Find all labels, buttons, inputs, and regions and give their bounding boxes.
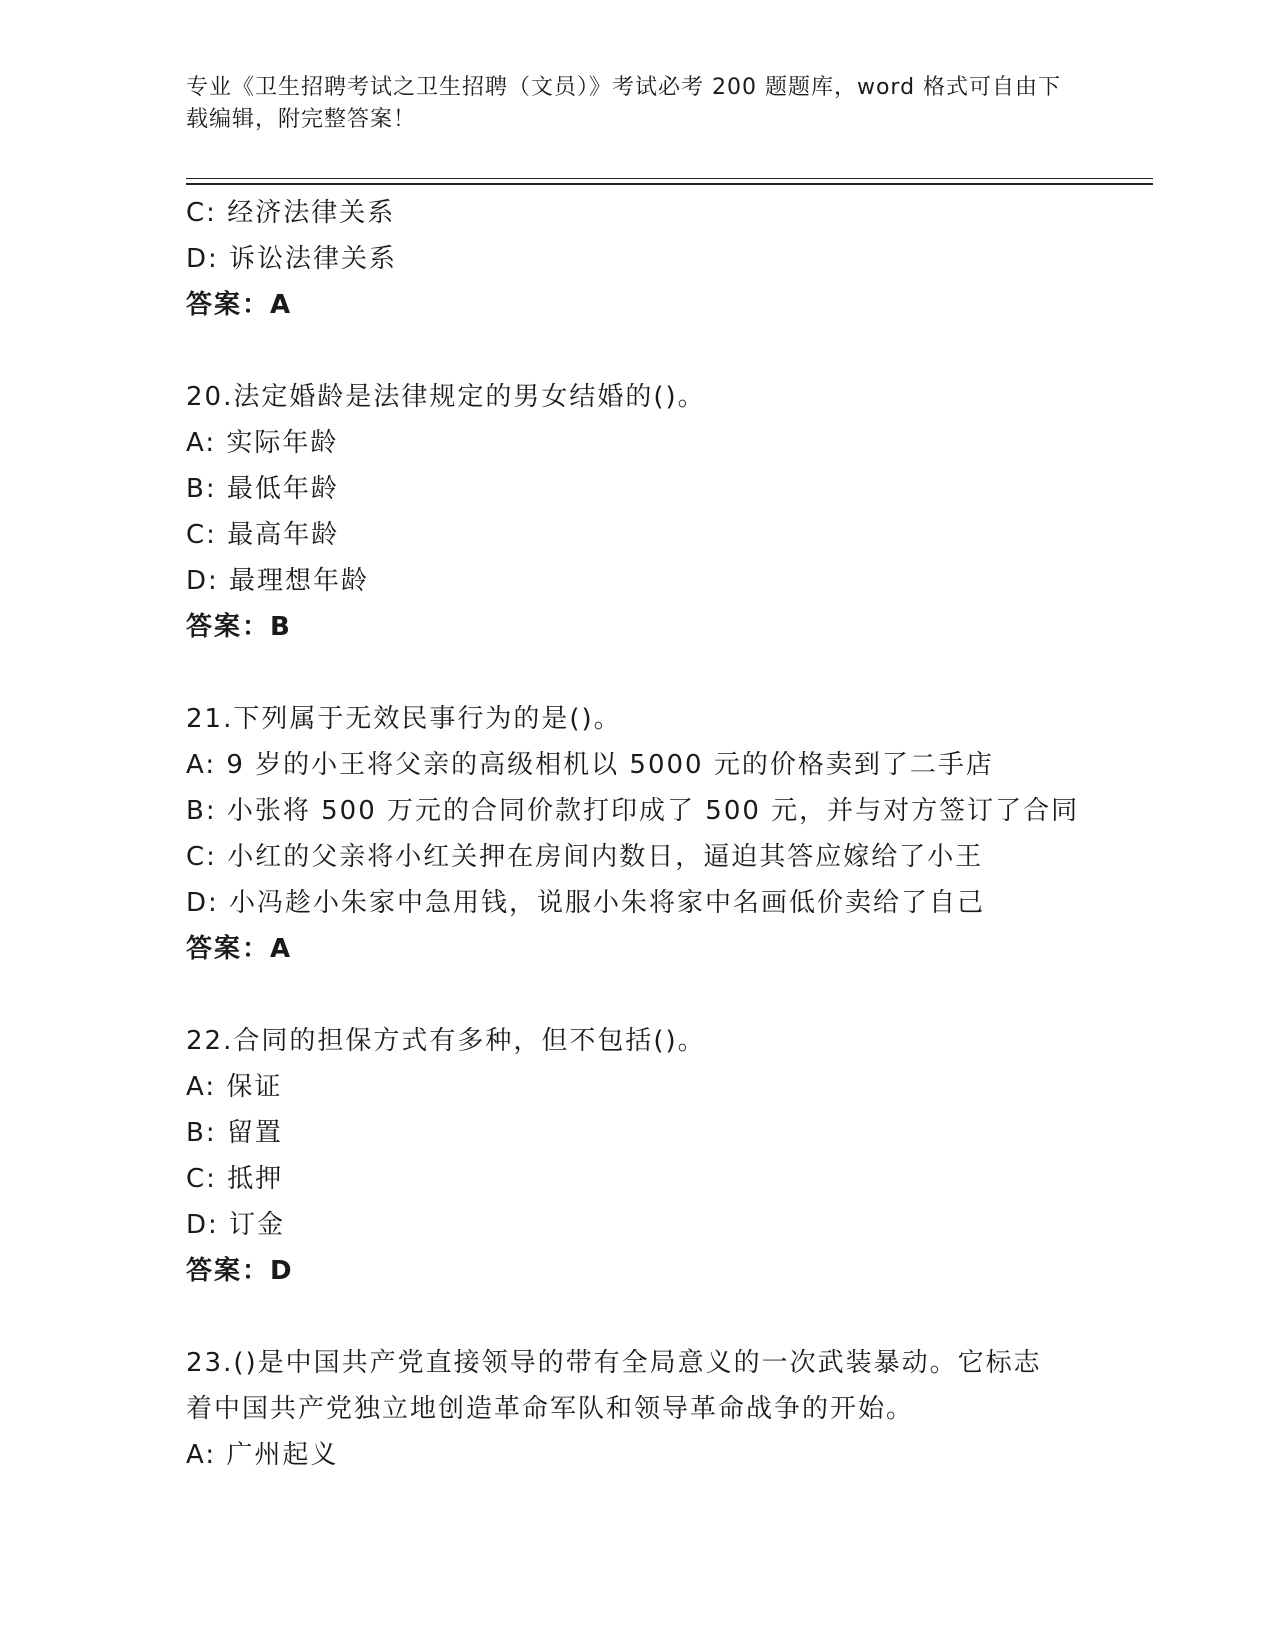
option-a: A: 广州起义 [186,1440,339,1470]
option-d: D: 小冯趁小朱家中急用钱，说服小朱将家中名画低价卖给了自己 [186,888,986,918]
option-c: C: 经济法律关系 [186,198,396,228]
option-b: B: 小张将 500 万元的合同价款打印成了 500 元，并与对方签订了合同 [186,796,1080,826]
question-stem: 22.合同的担保方式有多种，但不包括()。 [186,1026,706,1056]
answer-line: 答案：A [186,290,293,320]
question-stem: 23.()是中国共产党直接领导的带有全局意义的一次武装暴动。它标志着中国共产党独立地创造革命军队和领导革命战争的开始。 [186,1348,1042,1424]
option-a: A: 保证 [186,1072,283,1102]
document-header: 专业《卫生招聘考试之卫生招聘（文员）》考试必考 200 题题库，word 格式可自由下载编辑，附完整答案！ [186,75,1062,132]
option-a: A: 实际年龄 [186,428,339,458]
option-b: B: 留置 [186,1118,283,1148]
question-21 [186,696,1086,972]
option-c: C: 抵押 [186,1164,284,1194]
answer-line: 答案：B [186,612,292,642]
question-22 [186,1018,1086,1294]
question-list [186,190,1086,1478]
question-19-continued [186,190,1086,328]
option-d: D: 最理想年龄 [186,566,370,596]
option-a: A: 9 岁的小王将父亲的高级相机以 5000 元的价格卖到了二手店 [186,750,994,780]
answer-line: 答案：A [186,934,293,964]
header-divider-thin [186,178,1153,179]
header-divider-thick [186,183,1153,185]
option-c: C: 小红的父亲将小红关押在房间内数日，逼迫其答应嫁给了小王 [186,842,984,872]
option-c: C: 最高年龄 [186,520,340,550]
question-stem: 20.法定婚龄是法律规定的男女结婚的()。 [186,382,706,412]
answer-line: 答案：D [186,1256,294,1286]
question-23 [186,1340,1086,1478]
option-d: D: 诉讼法律关系 [186,244,398,274]
question-stem: 21.下列属于无效民事行为的是()。 [186,704,622,734]
option-b: B: 最低年龄 [186,474,339,504]
question-20 [186,374,1086,650]
option-d: D: 订金 [186,1210,286,1240]
